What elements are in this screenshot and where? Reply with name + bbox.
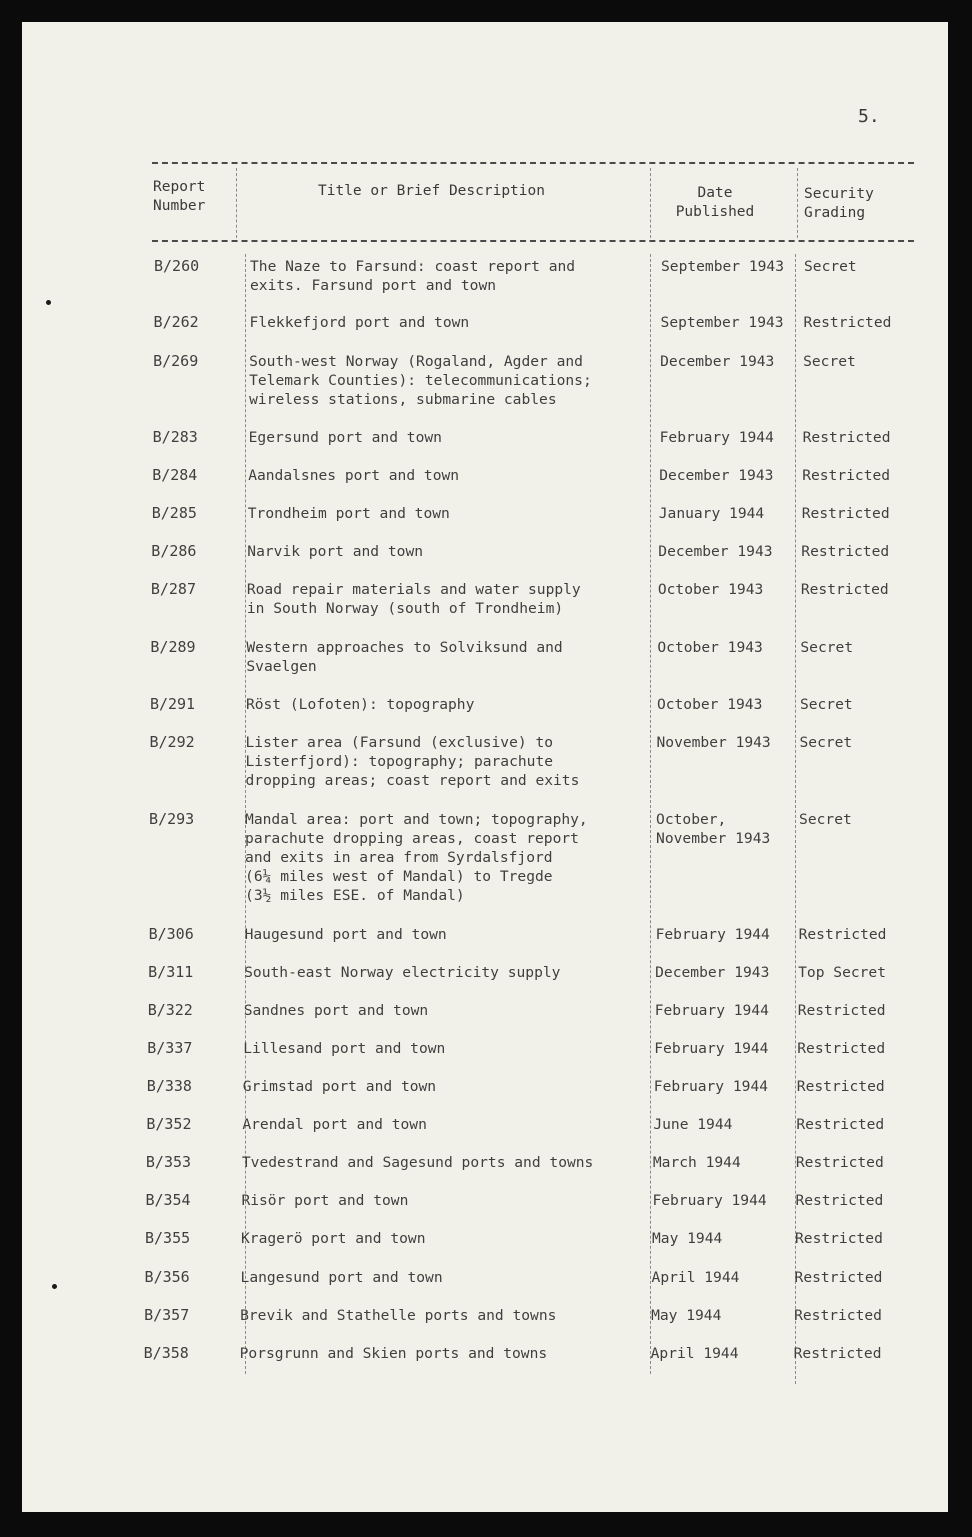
report-date: October 1943 [656, 696, 763, 713]
report-number: B/286 [151, 542, 197, 560]
report-title: Egersund port and town [248, 429, 442, 446]
document-page [22, 22, 948, 1512]
header-bottom-rule [152, 240, 914, 242]
report-title: Grimstad port and town [242, 1078, 437, 1095]
report-title: Lister area (Farsund (exclusive) to Listerfjord): topography; parachute dropping areas; coast report and exits [245, 734, 580, 789]
report-date: February 1944 [653, 1078, 769, 1095]
report-grading: Secret [799, 811, 852, 828]
report-grading: Restricted [803, 314, 892, 331]
report-date: October 1943 [657, 581, 764, 598]
header-date: Date Published [675, 185, 755, 220]
report-title: Lillesand port and town [243, 1040, 446, 1057]
report-grading: Secret [800, 639, 854, 656]
report-date: April 1944 [651, 1269, 740, 1286]
report-grading: Restricted [798, 926, 887, 943]
report-grading: Restricted [802, 429, 891, 446]
report-grading: Secret [804, 258, 857, 275]
report-title: Western approaches to Solviksund and Svaelgen [246, 639, 563, 675]
header-title: Title or Brief Description [318, 183, 545, 199]
report-grading: Secret [799, 696, 853, 713]
report-date: March 1944 [652, 1154, 741, 1171]
report-date: October, November 1943 [656, 811, 771, 847]
report-number: B/337 [147, 1039, 193, 1057]
report-grading: Restricted [802, 467, 891, 484]
column-divider-date [650, 254, 651, 1374]
report-title: Sandnes port and town [243, 1002, 429, 1019]
report-date: February 1944 [655, 926, 770, 943]
report-date: October 1943 [657, 639, 763, 656]
report-grading: Secret [799, 734, 853, 751]
header-report-number: Report Number [153, 179, 206, 214]
report-date: February 1944 [652, 1192, 767, 1209]
report-title: Narvik port and town [247, 543, 424, 560]
report-title: Brevik and Stathelle ports and towns [240, 1307, 557, 1324]
report-date: February 1944 [659, 429, 774, 446]
report-title: South-west Norway (Rogaland, Agder and Telemark Counties): telecommunications; wireless stations, submarine cables [249, 353, 592, 408]
report-date: February 1944 [654, 1002, 769, 1019]
report-number: B/357 [144, 1306, 190, 1324]
report-date: April 1944 [650, 1345, 739, 1362]
report-grading: Restricted [796, 1116, 885, 1133]
report-title: Arendal port and town [242, 1116, 427, 1133]
report-number: B/311 [148, 963, 194, 981]
report-number: B/358 [143, 1344, 189, 1362]
report-grading: Restricted [797, 1002, 886, 1019]
report-grading: Restricted [796, 1078, 885, 1095]
report-number: B/293 [149, 810, 195, 828]
report-grading: Restricted [797, 1040, 886, 1057]
report-number: B/356 [144, 1268, 190, 1286]
header-divider-3 [797, 168, 798, 238]
report-number: B/283 [152, 428, 198, 446]
report-grading: Restricted [795, 1154, 884, 1171]
report-number: B/291 [149, 695, 196, 713]
report-number: B/260 [154, 257, 200, 275]
report-grading: Top Secret [798, 964, 887, 981]
report-number: B/338 [146, 1077, 192, 1095]
report-grading: Restricted [801, 543, 890, 560]
report-title: The Naze to Farsund: coast report and exits. Farsund port and town [250, 258, 576, 294]
report-number: B/292 [149, 733, 195, 751]
report-title: Trondheim port and town [247, 505, 450, 522]
report-title: Aandalsnes port and town [248, 467, 460, 484]
report-date: November 1943 [656, 734, 771, 751]
report-grading: Restricted [795, 1230, 883, 1247]
page-number: 5. [858, 106, 880, 127]
report-number: B/262 [153, 313, 199, 331]
report-grading: Restricted [795, 1192, 884, 1209]
report-number: B/352 [146, 1115, 192, 1133]
report-number: B/284 [152, 466, 198, 484]
header-divider-2 [650, 168, 651, 238]
report-title: Risör port and town [241, 1192, 409, 1209]
report-title: South-east Norway electricity supply [244, 964, 561, 981]
report-date: December 1943 [660, 353, 775, 370]
report-title: Röst (Lofoten): topography [245, 696, 475, 713]
report-title: Langesund port and town [240, 1269, 443, 1286]
report-number: B/285 [151, 504, 197, 522]
report-date: September 1943 [660, 314, 784, 331]
header-top-rule [152, 162, 914, 164]
report-grading: Restricted [800, 581, 889, 598]
report-grading: Restricted [794, 1307, 882, 1324]
report-number: B/322 [147, 1001, 193, 1019]
report-title: Flekkefjord port and town [249, 314, 470, 331]
report-date: December 1943 [659, 467, 774, 484]
report-date: June 1944 [653, 1116, 733, 1133]
report-title: Mandal area: port and town; topography, parachute dropping areas, coast report and exits in area from Syrdalsfjord (6¼ miles west of Mandal) to Tregde (3½ miles ESE. of Mandal) [245, 811, 588, 904]
report-grading: Restricted [801, 505, 890, 522]
report-number: B/287 [150, 580, 196, 598]
margin-mark [46, 300, 51, 305]
report-number: B/353 [145, 1153, 192, 1171]
report-title: Porsgrunn and Skien ports and towns [239, 1345, 548, 1362]
report-grading: Restricted [794, 1269, 883, 1286]
header-divider-1 [236, 168, 237, 238]
report-date: December 1943 [658, 543, 773, 560]
report-grading: Secret [803, 353, 856, 370]
report-date: December 1943 [655, 964, 770, 981]
report-title: Kragerö port and town [241, 1230, 426, 1247]
report-number: B/289 [150, 638, 196, 656]
report-grading: Restricted [793, 1345, 882, 1362]
report-number: B/306 [148, 925, 194, 943]
report-date: February 1944 [654, 1040, 769, 1057]
report-date: January 1944 [658, 505, 765, 522]
report-number: B/269 [153, 352, 199, 370]
report-title: Road repair materials and water supply in South Norway (south of Trondheim) [246, 581, 581, 617]
report-number: B/355 [145, 1229, 191, 1247]
report-date: May 1944 [651, 1307, 722, 1324]
report-date: May 1944 [652, 1230, 723, 1247]
header-security: Security Grading [804, 186, 874, 221]
margin-mark [52, 1284, 57, 1289]
report-title: Tvedestrand and Sagesund ports and towns [241, 1154, 594, 1171]
report-date: September 1943 [661, 258, 785, 275]
report-number: B/354 [145, 1191, 191, 1209]
report-title: Haugesund port and town [244, 926, 447, 943]
